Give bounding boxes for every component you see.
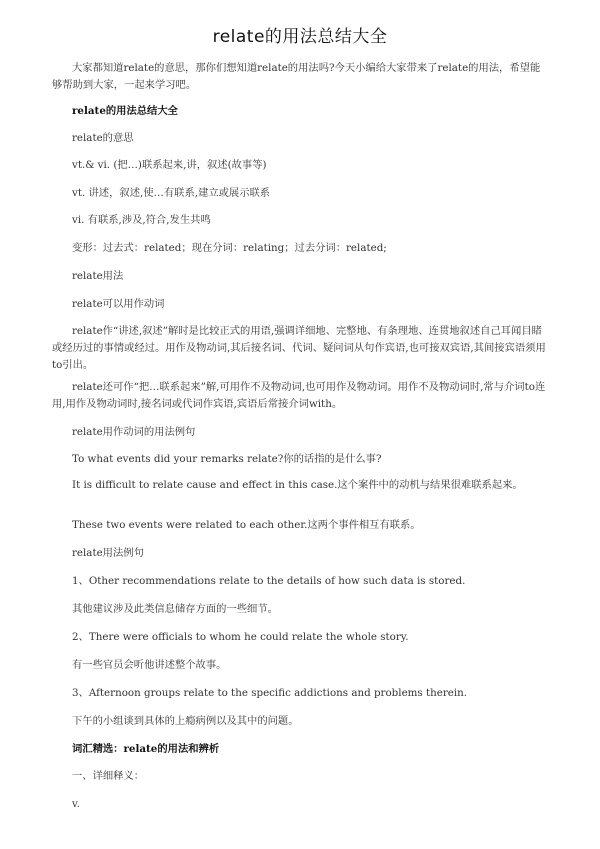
definition-3: vi. 有联系,涉及,符合,发生共鸣 — [72, 214, 211, 226]
definition-1: vt.& vi. (把…)联系起来,讲，叙述(故事等) — [72, 159, 267, 171]
part-of-speech-verb: v. — [72, 798, 80, 810]
usage-label: relate用法 — [72, 270, 124, 282]
sentence-2-english: 2、There were officials to whom he could relate the whole story. — [72, 631, 409, 643]
example-3: These two events were related to each other.这两个事件相互有联系。 — [72, 519, 421, 531]
meaning-label: relate的意思 — [72, 132, 134, 144]
detail-label: 一、详细释义： — [72, 770, 145, 782]
sentence-3-chinese: 下午的小组谈到具体的上瘾病例以及其中的问题。 — [72, 715, 299, 727]
definition-2: vt. 讲述，叙述,使…有联系,建立或展示联系 — [72, 187, 271, 199]
document-title: relate的用法总结大全 — [212, 27, 388, 47]
sentence-2-chinese: 有一些官员会听他讲述整个故事。 — [72, 659, 227, 671]
usage-subtitle: relate可以用作动词 — [72, 298, 165, 310]
verb-examples-label: relate用作动词的用法例句 — [72, 426, 196, 438]
vocabulary-heading: 词汇精选：relate的用法和辨析 — [72, 743, 220, 755]
example-1: To what events did your remarks relate?你的话指的是什么事? — [72, 453, 382, 465]
intro-paragraph: 大家都知道relate的意思，那你们想知道relate的用法吗?今天小编给大家带来了relate的用法，希望能够帮助到大家，一起来学习吧。 — [52, 62, 541, 91]
examples-label: relate用法例句 — [72, 547, 144, 559]
sentence-1-chinese: 其他建议涉及此类信息储存方面的一些细节。 — [72, 603, 278, 615]
section-heading: relate的用法总结大全 — [72, 105, 178, 117]
sentence-1-english: 1、Other recommendations relate to the details of how such data is stored. — [72, 575, 466, 587]
sentence-3-english: 3、Afternoon groups relate to the specific addictions and problems therein. — [72, 687, 468, 699]
usage-paragraph-1: relate作“讲述,叙述”解时是比较正式的用语,强调详细地、完整地、有条理地、连贯地叙述自己耳闻目睹或经历过的事情或经过。用作及物动词,其后接名词、代词、疑问词从句作宾语,也可接双宾语,其间接宾语须用to引出。 — [52, 325, 546, 371]
example-2: It is difficult to relate cause and effect in this case.这个案件中的动机与结果很难联系起来。 — [72, 479, 523, 491]
usage-paragraph-2: relate还可作“把…联系起来”解,可用作不及物动词,也可用作及物动词。用作不及物动词时,常与介词to连用,用作及物动词时,接名词或代词作宾语,宾语后常接介词with。 — [52, 381, 546, 410]
word-forms: 变形：过去式：related；现在分词：relating；过去分词：related; — [72, 242, 387, 254]
